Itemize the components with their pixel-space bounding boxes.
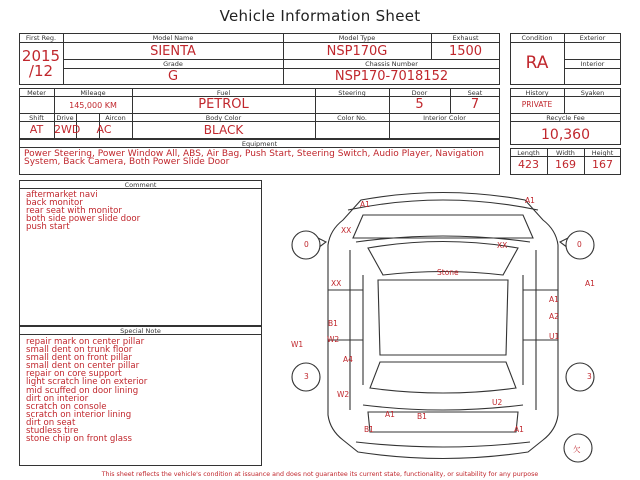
list-item: small dent on front pillar	[26, 353, 132, 364]
list-item: dirt on seat	[26, 417, 76, 428]
door-label: Door	[411, 89, 428, 97]
model-name-label: Model Name	[152, 34, 194, 42]
code-a1-rear-left: A1	[385, 410, 395, 419]
color-no-label: Color No.	[337, 114, 367, 122]
model-type-value: NSP170G	[326, 44, 388, 59]
history-value: PRIVATE	[521, 100, 553, 109]
list-item: scratch on console	[26, 401, 107, 412]
body-color-label: Body Color	[205, 114, 242, 122]
code-u1-right: U1	[549, 332, 560, 341]
code-wheel-front-right: 0	[577, 240, 582, 249]
exhaust-label: Exhaust	[452, 34, 479, 42]
special-note-label: Special Note	[120, 327, 161, 335]
height-label: Height	[591, 149, 614, 157]
list-item: studless tire	[26, 426, 79, 437]
code-a1-right-side: A1	[585, 279, 595, 288]
special-note-list	[26, 338, 147, 443]
code-w1-left: W1	[291, 340, 304, 349]
equipment-label: Equipment	[241, 140, 278, 148]
list-item: back monitor	[26, 198, 83, 209]
meter-label: Meter	[27, 89, 46, 97]
code-u2-rear: U2	[492, 398, 503, 407]
code-a4-left: A4	[343, 355, 353, 364]
condition-label: Condition	[521, 34, 553, 42]
mileage-label: Mileage	[80, 89, 106, 97]
list-item: dirt on interior	[26, 393, 89, 404]
code-a1-front-right: A1	[525, 196, 535, 205]
length-value: 423	[518, 158, 539, 171]
list-item: stone chip on front glass	[26, 434, 132, 445]
drive-label: Drive	[56, 114, 74, 122]
aircon-label: Aircon	[105, 114, 126, 122]
code-b1-rear: B1	[417, 412, 427, 421]
code-a1-bottom-right: A1	[514, 425, 524, 434]
list-item: aftermarket navi	[26, 190, 98, 200]
body-color-value: BLACK	[203, 123, 244, 137]
chassis-label: Chassis Number	[365, 60, 418, 68]
history-label: History	[525, 89, 549, 97]
list-item: light scratch line on exterior	[26, 377, 148, 388]
code-w2-rear: W2	[337, 390, 350, 399]
chassis-value: NSP170-7018152	[334, 69, 449, 84]
code-a1-front-left: A1	[360, 200, 370, 209]
code-w2-left: W2	[327, 335, 340, 344]
list-item: repair on core support	[26, 369, 122, 380]
sheet-title: Vehicle Information Sheet	[219, 7, 421, 25]
width-value: 169	[555, 158, 576, 171]
list-item: scratch on interior lining	[26, 409, 132, 420]
exterior-label: Exterior	[579, 34, 606, 42]
list-item: repair mark on center pillar	[26, 337, 145, 347]
disclaimer-footer: This sheet reflects the vehicle's condition at issuance and does not guarantee its current state, functionality, or suitability for any purpose	[101, 471, 539, 478]
width-label: Width	[556, 149, 575, 157]
door-value: 5	[415, 97, 424, 112]
code-xx-left-mid: XX	[331, 279, 342, 288]
first-reg-label: First Reg.	[25, 34, 57, 42]
steering-label: Steering	[338, 89, 366, 97]
code-b1-bottom-left: B1	[364, 425, 374, 434]
shift-value: AT	[29, 123, 44, 136]
height-value: 167	[592, 158, 613, 171]
syaken-label: Syaken	[580, 89, 605, 97]
code-xx-left-front: XX	[341, 226, 352, 235]
exhaust-value: 1500	[448, 44, 483, 59]
car-diagram	[268, 180, 620, 470]
first-reg-month: /12	[28, 62, 54, 80]
grade-value: G	[167, 69, 179, 84]
seat-value: 7	[470, 97, 480, 112]
model-type-label: Model Type	[338, 34, 376, 42]
seat-label: Seat	[467, 89, 483, 97]
code-a2-right: A2	[549, 312, 559, 321]
code-wheel-rear-right: 3	[587, 372, 592, 381]
interior-label: Interior	[580, 60, 605, 68]
list-item: rear seat with monitor	[26, 206, 122, 217]
list-item: push start	[26, 222, 70, 233]
comment-list	[26, 191, 140, 231]
list-item: small dent on center pillar	[26, 361, 140, 372]
shift-label: Shift	[29, 114, 44, 122]
model-name-value: SIENTA	[150, 44, 196, 59]
code-wheel-front-left: 0	[304, 240, 309, 249]
code-wheel-rear-left: 3	[304, 372, 309, 381]
length-label: Length	[517, 149, 540, 157]
code-a1-right-mid: A1	[549, 295, 559, 304]
code-xx-right-front: XX	[497, 241, 508, 250]
grade-label: Grade	[163, 60, 183, 68]
code-b1-left: B1	[328, 319, 338, 328]
drive-value: 2WD	[54, 123, 81, 136]
list-item: both side power slide door	[26, 214, 141, 225]
comment-label: Comment	[124, 181, 157, 189]
code-spare: 欠	[573, 445, 581, 454]
condition-value: RA	[525, 53, 549, 73]
first-reg-year: 2015	[21, 47, 61, 65]
mileage-value: 145,000 KM	[69, 101, 117, 110]
fuel-label: Fuel	[216, 89, 231, 97]
aircon-value: AC	[96, 123, 112, 136]
list-item: mid scuffed on door lining	[26, 385, 139, 396]
recycle-fee-value: 10,360	[541, 127, 590, 143]
recycle-fee-label: Recycle Fee	[546, 114, 585, 122]
fuel-value: PETROL	[198, 97, 249, 112]
interior-color-label: Interior Color	[423, 114, 466, 122]
code-stone: Stone	[437, 268, 459, 277]
equipment-value: Power Steering, Power Window All, ABS, Air Bag, Push Start, Steering Switch, Audio Player, Navigation System, Back Camera, Both Power Slide Door	[24, 149, 484, 167]
list-item: small dent on trunk floor	[26, 345, 133, 356]
